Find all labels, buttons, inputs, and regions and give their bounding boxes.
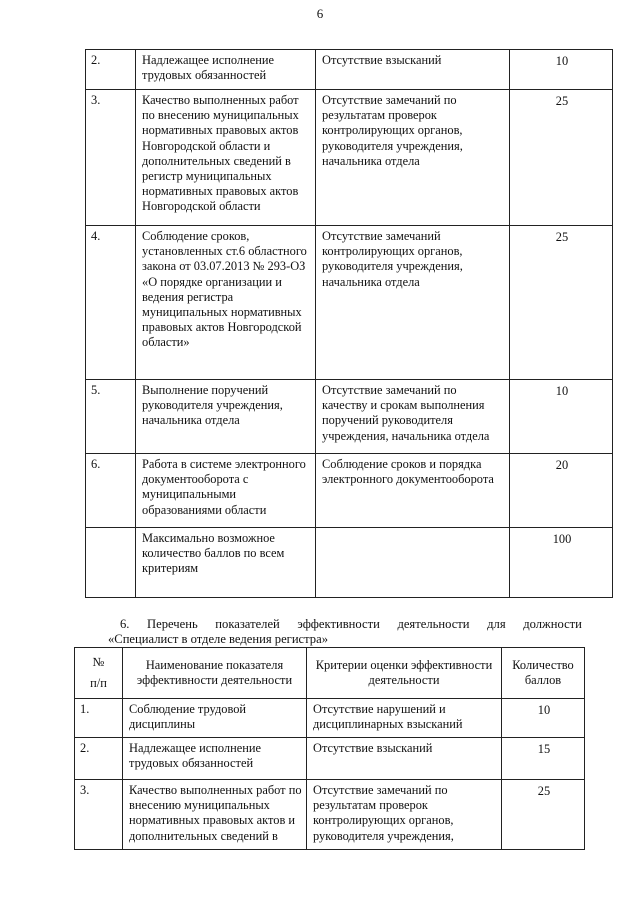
points: 10 (510, 50, 613, 90)
header-evaluation-criteria: Критерии оценки эффективности деятельности (307, 648, 502, 699)
row-number: 3. (86, 90, 136, 226)
points: 25 (510, 226, 613, 380)
row-number: 3. (75, 780, 123, 850)
evaluation-criteria: Отсутствие нарушений и дисциплинарных взысканий (307, 699, 502, 738)
criteria-table-specialist (74, 647, 585, 850)
table-row (75, 780, 585, 850)
evaluation-criteria: Отсутствие замечаний по качеству и срокам выполнения поручений руководителя учреждения, начальника отдела (316, 380, 510, 454)
indicator-name: Качество выполненных работ по внесению муниципальных нормативных правовых актов Новгородской области и дополнительных сведений в регистр муниципальных нормативных правовых актов Новгородской области (136, 90, 316, 226)
section-title-line1: 6. Перечень показателей эффективности деятельности для должности (108, 617, 582, 632)
header-indicator-name: Наименование показателя эффективности деятельности (123, 648, 307, 699)
criteria-table-continued (85, 49, 613, 598)
row-number: 5. (86, 380, 136, 454)
indicator-name: Соблюдение трудовой дисциплины (123, 699, 307, 738)
table-row (86, 90, 613, 226)
points: 10 (502, 699, 585, 738)
indicator-name: Надлежащее исполнение трудовых обязанностей (136, 50, 316, 90)
table-row (86, 226, 613, 380)
row-number: 1. (75, 699, 123, 738)
section-number: 6. (120, 617, 130, 631)
indicator-name: Соблюдение сроков, установленных ст.6 областного закона от 03.07.2013 № 293-ОЗ «О порядке организации и ведения регистра муниципальных нормативных правовых актов Новгородской области» (136, 226, 316, 380)
indicator-name: Выполнение поручений руководителя учреждения, начальника отдела (136, 380, 316, 454)
evaluation-criteria: Отсутствие замечаний контролирующих органов, руководителя учреждения, начальника отдела (316, 226, 510, 380)
points: 20 (510, 454, 613, 528)
row-number: 2. (86, 50, 136, 90)
points: 25 (502, 780, 585, 850)
points: 25 (510, 90, 613, 226)
row-number: 4. (86, 226, 136, 380)
indicator-name: Качество выполненных работ по внесению муниципальных нормативных правовых актов и дополнительных сведений в (123, 780, 307, 850)
points: 10 (510, 380, 613, 454)
evaluation-criteria: Отсутствие замечаний по результатам проверок контролирующих органов, руководителя учреждения, (307, 780, 502, 850)
row-number: 6. (86, 454, 136, 528)
points: 15 (502, 738, 585, 780)
indicator-name: Максимально возможное количество баллов по всем критериям (136, 528, 316, 598)
evaluation-criteria: Отсутствие взысканий (307, 738, 502, 780)
section-title-line2: «Специалист в отделе ведения регистра» (108, 632, 328, 646)
table-row (86, 50, 613, 90)
section-title (108, 617, 582, 647)
table-row (86, 528, 613, 598)
table-row (75, 699, 585, 738)
page-number: 6 (316, 6, 324, 21)
evaluation-criteria (316, 528, 510, 598)
header-points: Количество баллов (502, 648, 585, 699)
indicator-name: Надлежащее исполнение трудовых обязанностей (123, 738, 307, 780)
row-number: 2. (75, 738, 123, 780)
evaluation-criteria: Отсутствие замечаний по результатам проверок контролирующих органов, руководителя учреждения, начальника отдела (316, 90, 510, 226)
header-number: № п/п (75, 648, 123, 699)
table-row (75, 738, 585, 780)
table-row (86, 380, 613, 454)
points: 100 (510, 528, 613, 598)
evaluation-criteria: Отсутствие взысканий (316, 50, 510, 90)
evaluation-criteria: Соблюдение сроков и порядка электронного документооборота (316, 454, 510, 528)
table-header-row (75, 648, 585, 699)
table-row (86, 454, 613, 528)
row-number (86, 528, 136, 598)
indicator-name: Работа в системе электронного документооборота с муниципальными образованиями области (136, 454, 316, 528)
